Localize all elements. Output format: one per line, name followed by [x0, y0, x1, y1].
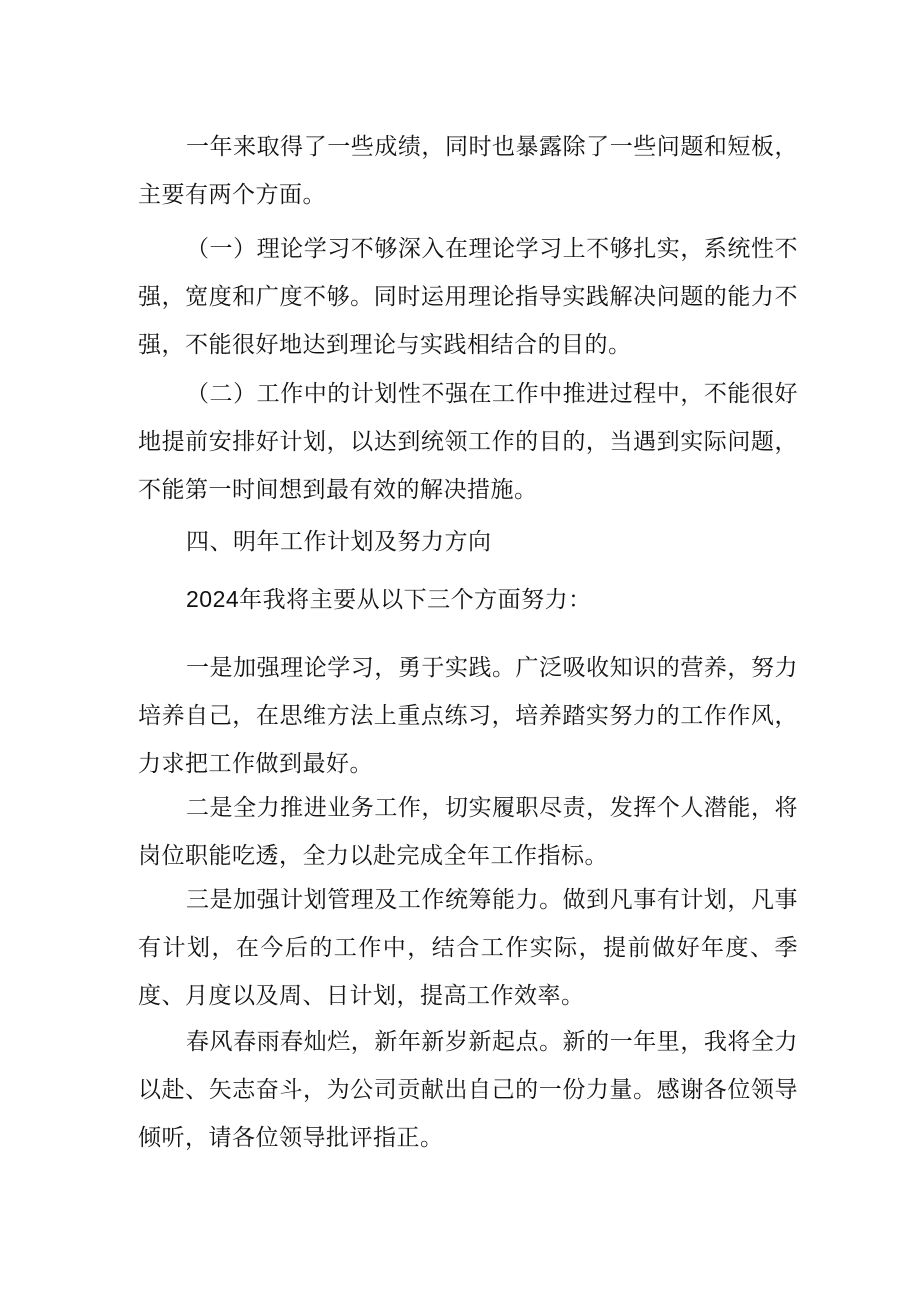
- paragraph-planning-issue: （二）工作中的计划性不强在工作中推进过程中，不能很好地提前安排好计划，以达到统领工作的目的，当遇到实际问题，不能第一时间想到最有效的解决措施。: [138, 381, 798, 503]
- paragraph-theory-learning-issue: （一）理论学习不够深入在理论学习上不够扎实，系统性不强，宽度和广度不够。同时运用理论指导实践解决问题的能力不强，不能很好地达到理论与实践相结合的目的。: [138, 236, 798, 358]
- plan-intro-text: 年我将主要从以下三个方面努力：: [239, 587, 592, 613]
- section-heading: 四、明年工作计划及努力方向: [186, 529, 492, 555]
- plan-item-business: 二是全力推进业务工作，切实履职尽责，发挥个人潜能，将岗位职能吃透，全力以赴完成全年工作指标。: [138, 795, 798, 869]
- plan-intro-year: 2024: [186, 586, 240, 612]
- paragraph-achievements-summary: 一年来取得了一些成绩，同时也暴露除了一些问题和短板，主要有两个方面。: [138, 134, 798, 208]
- plan-item-theory: 一是加强理论学习，勇于实践。广泛吸收知识的营养，努力培养自己，在思维方法上重点练习，培养踏实努力的工作作风，力求把工作做到最好。: [138, 655, 798, 777]
- plan-intro: [186, 575, 592, 624]
- plan-item-planning: 三是加强计划管理及工作统筹能力。做到凡事有计划，凡事有计划，在今后的工作中，结合工作实际，提前做好年度、季度、月度以及周、日计划，提高工作效率。: [138, 887, 798, 1009]
- closing-paragraph: 春风春雨春灿烂，新年新岁新起点。新的一年里，我将全力以赴、矢志奋斗，为公司贡献出自己的一份力量。感谢各位领导倾听，请各位领导批评指正。: [138, 1029, 798, 1151]
